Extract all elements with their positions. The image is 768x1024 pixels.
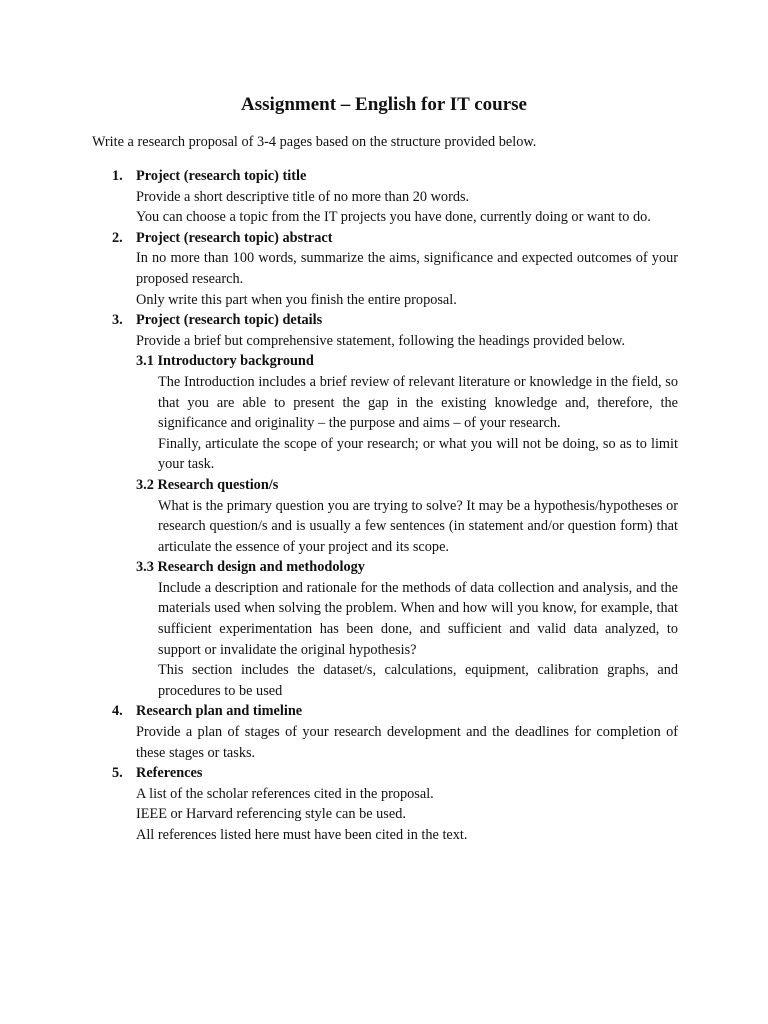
subsection-paragraph: The Introduction includes a brief review of relevant literature or knowledge in the field, so that you are able to present the gap in the existing knowledge and, therefore, the significance and originality – the purpose and aims – of your research.	[158, 373, 678, 432]
section-heading: Research plan and timeline	[136, 703, 303, 720]
section-heading: Project (research topic) details	[136, 312, 323, 329]
subsection-item	[136, 475, 678, 557]
section-heading: Project (research topic) title	[136, 168, 307, 184]
section-item	[0, 166, 768, 228]
section-paragraph: Provide a brief but comprehensive statement, following the headings provided below.	[136, 332, 626, 349]
document-title: Assignment – English for IT course	[241, 94, 527, 115]
section-paragraph: Provide a short descriptive title of no more than 20 words.	[136, 188, 470, 205]
section-item	[0, 763, 768, 845]
subsection-heading: 3.1 Introductory background	[136, 353, 314, 370]
section-number: 3.	[112, 312, 123, 329]
subsection-paragraph: Include a description and rationale for the methods of data collection and analysis, and the materials used when solving the problem. When and how will you know, for example, that sufficient experimentation has been done, and sufficient and valid data analyzed, to support or invalidate the original hypothesis?	[158, 579, 678, 658]
section-paragraph: A list of the scholar references cited in the proposal.	[136, 785, 434, 802]
subsection-paragraph: Finally, articulate the scope of your research; or what you will not be doing, so as to limit your task.	[158, 435, 678, 473]
subsection-paragraph: This section includes the dataset/s, calculations, equipment, calibration graphs, and procedures to be used	[158, 662, 678, 699]
section-paragraph: All references listed here must have been cited in the text.	[136, 827, 468, 843]
subsection-list	[136, 351, 678, 701]
section-paragraph: Provide a plan of stages of your research development and the deadlines for completion of these stages or tasks.	[136, 724, 678, 761]
section-heading: References	[136, 765, 203, 782]
section-body	[136, 310, 678, 701]
subsection-body	[158, 578, 678, 702]
section-number: 5.	[112, 765, 123, 782]
section-item	[0, 310, 768, 701]
subsection-heading: 3.2 Research question/s	[136, 476, 279, 493]
section-number: 1.	[112, 168, 123, 184]
section-body	[136, 763, 678, 845]
section-paragraph: IEEE or Harvard referencing style can be used.	[136, 806, 406, 823]
section-number: 2.	[112, 229, 123, 246]
section-number: 4.	[112, 703, 123, 720]
section-paragraph: You can choose a topic from the IT projects you have done, currently doing or want to do.	[136, 209, 651, 226]
subsection-item	[136, 557, 678, 701]
section-item	[0, 228, 768, 310]
subsection-item	[136, 351, 678, 475]
section-body	[136, 166, 678, 228]
section-item	[0, 701, 768, 763]
subsection-paragraph: What is the primary question you are trying to solve? It may be a hypothesis/hypotheses or research question/s and is usually a few sentences (in statement and/or question form) that articulate the essence of your project and its scope.	[158, 497, 678, 555]
section-list	[0, 166, 768, 846]
section-body	[136, 701, 678, 763]
section-heading: Project (research topic) abstract	[136, 229, 333, 246]
intro-text: Write a research proposal of 3-4 pages based on the structure provided below.	[92, 134, 537, 150]
section-paragraph: Only write this part when you finish the entire proposal.	[136, 291, 457, 308]
subsection-body	[158, 496, 678, 558]
subsection-body	[158, 372, 678, 475]
section-body	[136, 228, 678, 310]
subsection-heading: 3.3 Research design and methodology	[136, 559, 365, 576]
section-paragraph: In no more than 100 words, summarize the aims, significance and expected outcomes of your proposed research.	[136, 250, 678, 287]
